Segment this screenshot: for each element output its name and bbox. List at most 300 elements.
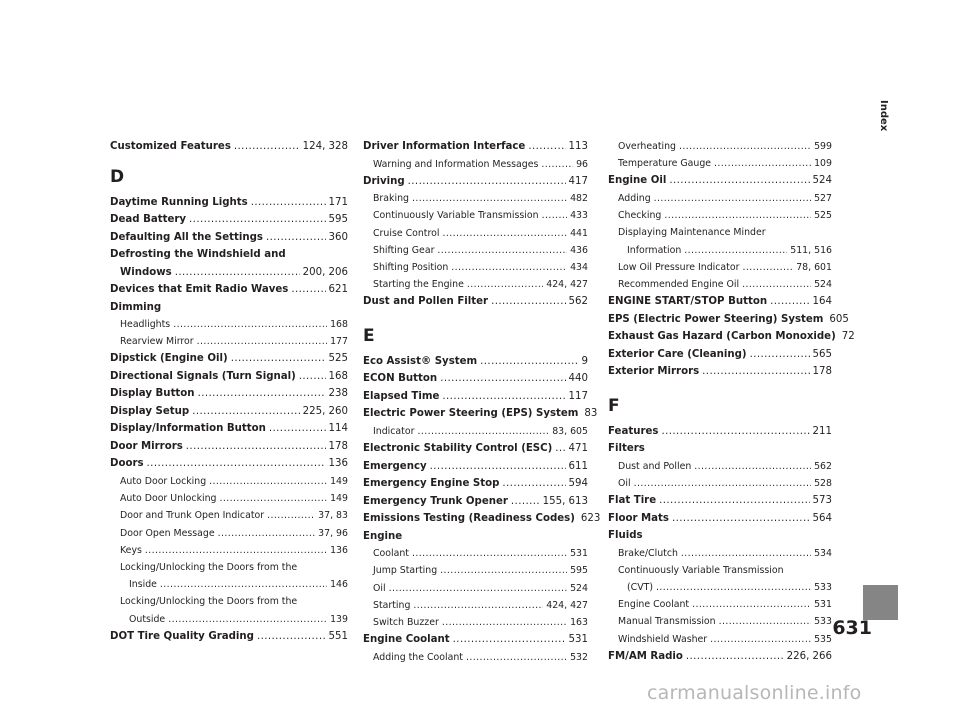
- index-term: Electric Power Steering (EPS) System: [363, 408, 579, 420]
- leader-dots: [679, 138, 811, 155]
- page-reference: 225, 260: [302, 405, 348, 417]
- index-leader-line: [618, 545, 832, 562]
- index-term: Starting the Engine: [373, 279, 464, 291]
- index-leader-line: [608, 510, 832, 528]
- index-entry: [608, 510, 832, 528]
- index-term: Starting: [373, 599, 411, 611]
- index-term-first: Defrosting the Windshield and: [110, 249, 286, 260]
- page-reference: 482: [570, 193, 588, 205]
- index-leader-line: [618, 207, 832, 224]
- index-leader-line: [618, 613, 832, 630]
- page-reference: 525: [328, 353, 348, 365]
- leader-dots: [451, 259, 567, 276]
- index-leader-line: [363, 493, 588, 511]
- index-leader-line: [120, 525, 348, 542]
- index-term: Fluids: [608, 530, 643, 542]
- index-leader-line: [363, 370, 588, 388]
- section-letter: D: [110, 166, 125, 187]
- leader-dots: [417, 423, 549, 440]
- index-leader-line: [608, 423, 832, 441]
- page-reference: 168: [330, 319, 348, 330]
- index-term: Rearview Mirror: [120, 336, 194, 348]
- page-reference: 360: [328, 231, 348, 243]
- leader-dots: [218, 525, 316, 542]
- page-reference: 595: [570, 565, 588, 577]
- leader-dots: [442, 614, 567, 631]
- leader-dots: [145, 542, 327, 559]
- page-reference: 533: [814, 616, 832, 628]
- leader-dots: [266, 229, 326, 247]
- index-subentry: [363, 156, 588, 173]
- index-term: Shifting Gear: [373, 244, 435, 256]
- index-entry: [110, 455, 348, 473]
- index-term: DOT Tire Quality Grading: [110, 630, 254, 642]
- index-term: Coolant: [373, 548, 409, 560]
- index-entry: [110, 628, 348, 646]
- index-term-line: [110, 246, 348, 264]
- index-leader-line: [110, 211, 348, 229]
- leader-dots: [480, 353, 578, 371]
- index-subentry: [110, 473, 348, 490]
- page-reference: 528: [814, 477, 832, 489]
- index-term: Adding: [618, 192, 651, 204]
- index-leader-line: [373, 423, 588, 440]
- index-term: Information: [627, 244, 682, 256]
- index-subentry: [608, 276, 832, 293]
- page-reference: 524: [570, 582, 588, 594]
- leader-dots: [654, 190, 811, 207]
- index-term: Display/Information Button: [110, 423, 266, 435]
- page-reference: 527: [814, 192, 832, 204]
- index-term: Driving: [363, 175, 405, 187]
- page-reference: 136: [330, 544, 348, 556]
- index-term: Daytime Running Lights: [110, 196, 248, 208]
- page-reference: 417: [568, 175, 588, 187]
- index-leader-line: [373, 580, 588, 597]
- index-entry: [363, 510, 601, 528]
- page-reference: 595: [328, 214, 348, 225]
- index-column-2: [363, 138, 601, 666]
- leader-dots: [173, 316, 327, 333]
- index-term: Door Open Message: [120, 527, 215, 539]
- index-entry: [608, 311, 849, 329]
- index-entry: [363, 440, 588, 458]
- page-reference: 471: [568, 443, 588, 455]
- leader-dots: [672, 510, 810, 528]
- page-reference: 238: [328, 388, 348, 400]
- index-leader-line: [373, 276, 588, 293]
- index-subentry: [608, 224, 832, 258]
- page-reference: 434: [570, 262, 588, 274]
- index-subentry: [363, 562, 588, 579]
- index-term-line: [120, 559, 348, 576]
- index-term: Dust and Pollen: [618, 460, 692, 472]
- index-leader-line: [608, 346, 832, 364]
- leader-dots: [528, 138, 565, 156]
- index-term-first: Displaying Maintenance Minder: [618, 227, 766, 239]
- index-term: Brake/Clutch: [618, 547, 678, 559]
- index-entry: [363, 293, 588, 311]
- leader-dots: [710, 631, 811, 648]
- index-term: Keys: [120, 544, 142, 556]
- index-term: Checking: [618, 210, 662, 222]
- index-term: Windshield Washer: [618, 633, 708, 645]
- index-term: Oil: [618, 477, 631, 489]
- index-leader-line: [110, 403, 348, 421]
- index-term: Low Oil Pressure Indicator: [618, 261, 740, 273]
- index-subentry: [608, 613, 832, 630]
- index-term: Doors: [110, 458, 144, 470]
- index-term: Exterior Mirrors: [608, 366, 700, 378]
- leader-dots: [299, 368, 326, 386]
- index-leader-line: [373, 597, 588, 614]
- index-entry: [363, 631, 588, 649]
- leader-dots: [442, 388, 565, 406]
- page-reference: 599: [814, 141, 832, 152]
- index-entry: [608, 328, 855, 346]
- index-subentry: [110, 559, 348, 593]
- index-term: Devices that Emit Radio Waves: [110, 284, 289, 295]
- page-reference: 565: [812, 348, 832, 360]
- index-term: Inside: [129, 579, 157, 591]
- leader-dots: [267, 507, 315, 524]
- index-term: Display Button: [110, 388, 195, 400]
- index-term: Engine: [363, 530, 403, 542]
- leader-dots: [269, 420, 326, 438]
- index-leader-line: [110, 138, 348, 156]
- index-term-line: [618, 224, 832, 241]
- page-reference: 611: [568, 460, 588, 472]
- page-reference: 623: [580, 513, 601, 525]
- index-term: Display Setup: [110, 405, 190, 417]
- page-reference: 562: [814, 460, 832, 472]
- index-term: Shifting Position: [373, 262, 449, 274]
- index-leader-line: [120, 316, 348, 333]
- index-term: Auto Door Unlocking: [120, 493, 217, 505]
- leader-dots: [694, 458, 811, 475]
- index-leader-line: [110, 368, 348, 386]
- index-leader-line: [363, 458, 588, 476]
- page-reference: 168: [328, 370, 348, 382]
- index-leader-line: [120, 576, 348, 593]
- index-leader-line: [363, 510, 601, 528]
- page-reference: 139: [330, 613, 348, 625]
- index-leader-line: [373, 207, 588, 224]
- page-reference: 594: [568, 478, 588, 490]
- index-term: Flat Tire: [608, 495, 657, 507]
- index-entry: [608, 440, 832, 458]
- index-subentry: [110, 507, 348, 524]
- index-leader-line: [120, 473, 348, 490]
- index-entry: [608, 293, 832, 311]
- index-term: Door and Trunk Open Indicator: [120, 510, 265, 522]
- leader-dots: [656, 579, 811, 596]
- index-entry: [110, 281, 348, 299]
- index-leader-line: [618, 259, 832, 276]
- index-term: Defaulting All the Settings: [110, 231, 263, 243]
- index-term: Features: [608, 425, 659, 437]
- index-leader-line: [608, 328, 855, 346]
- index-term: Outside: [129, 613, 166, 625]
- page-reference: 78, 601: [796, 261, 832, 273]
- index-subentry: [608, 631, 832, 648]
- index-entry: [110, 246, 348, 281]
- index-leader-line: [373, 545, 588, 562]
- index-subentry: [608, 138, 832, 155]
- leader-dots: [664, 207, 811, 224]
- page-reference: 113: [568, 141, 588, 152]
- index-term: Dimming: [110, 301, 162, 313]
- leader-dots: [742, 276, 811, 293]
- leader-dots: [175, 264, 300, 282]
- index-term: Exhaust Gas Hazard (Carbon Monoxide): [608, 331, 836, 343]
- page-reference: 177: [330, 336, 348, 348]
- index-entry: [110, 385, 348, 403]
- page-reference: 155, 613: [542, 495, 588, 507]
- index-term: Eco Assist® System: [363, 355, 478, 367]
- index-term: EPS (Electric Power Steering) System: [608, 313, 824, 325]
- section-letter: E: [363, 325, 375, 346]
- leader-dots: [681, 545, 811, 562]
- index-term: Cruise Control: [373, 227, 440, 239]
- index-subentry: [363, 597, 588, 614]
- index-leader-line: [618, 579, 832, 596]
- index-leader-line: [110, 281, 348, 299]
- index-subentry: [608, 596, 832, 613]
- index-leader-line: [618, 631, 832, 648]
- index-leader-line: [373, 225, 588, 242]
- index-leader-line: [363, 293, 588, 311]
- index-leader-line: [363, 353, 588, 371]
- index-leader-line: [373, 190, 588, 207]
- page-reference: 535: [814, 633, 832, 645]
- page-reference: 226, 266: [786, 650, 832, 662]
- index-entry: [363, 138, 588, 156]
- index-leader-line: [608, 311, 849, 329]
- index-leader-line: [363, 138, 588, 156]
- leader-dots: [147, 455, 326, 473]
- index-entry: [363, 173, 588, 191]
- page-reference: 149: [330, 493, 348, 505]
- leader-dots: [437, 242, 567, 259]
- index-subentry: [110, 316, 348, 333]
- page-reference: 164: [812, 296, 832, 308]
- leader-dots: [542, 207, 568, 224]
- index-subentry: [363, 190, 588, 207]
- page-reference: 532: [570, 651, 588, 663]
- leader-dots: [389, 580, 568, 597]
- index-entry: [110, 299, 348, 317]
- index-subentry: [608, 207, 832, 224]
- leader-dots: [234, 138, 300, 156]
- index-term: Emissions Testing (Readiness Codes): [363, 513, 575, 525]
- index-leader-line: [608, 363, 832, 381]
- index-term: Manual Transmission: [618, 616, 716, 628]
- leader-dots: [750, 346, 810, 364]
- leader-dots: [634, 475, 812, 492]
- page-reference: 573: [812, 495, 832, 507]
- leader-dots: [192, 403, 299, 421]
- index-term-line: [120, 593, 348, 610]
- index-entry: [608, 346, 832, 364]
- leader-dots: [430, 458, 566, 476]
- index-leader-line: [608, 172, 832, 190]
- index-entry: [110, 229, 348, 247]
- leader-dots: [742, 259, 793, 276]
- index-entry: [110, 368, 348, 386]
- leader-dots: [541, 156, 573, 173]
- leader-dots: [442, 225, 567, 242]
- index-leader-line: [608, 293, 832, 311]
- page-reference: 146: [330, 579, 348, 591]
- index-term: FM/AM Radio: [608, 650, 683, 662]
- leader-dots: [770, 293, 809, 311]
- leader-dots: [467, 276, 543, 293]
- index-leader-line: [363, 475, 588, 493]
- leader-dots: [702, 363, 809, 381]
- index-term: Braking: [373, 193, 409, 205]
- page-number: 631: [832, 617, 872, 639]
- page-reference: 163: [570, 616, 588, 628]
- page-reference: 37, 96: [318, 527, 348, 539]
- index-entry: [608, 423, 832, 441]
- index-leader-line: [110, 264, 348, 282]
- page-reference: 524: [814, 278, 832, 290]
- index-leader-line: [363, 440, 588, 458]
- page-reference: 564: [812, 512, 832, 524]
- index-subentry: [110, 333, 348, 350]
- index-entry: [110, 211, 348, 229]
- index-term: Driver Information Interface: [363, 141, 526, 152]
- index-leader-line: [618, 138, 832, 155]
- index-leader-line: [363, 173, 588, 191]
- index-leader-line: [110, 438, 348, 456]
- index-subentry: [608, 458, 832, 475]
- index-leader-line: [608, 492, 832, 510]
- index-term: Electronic Stability Control (ESC): [363, 443, 553, 455]
- index-entry: [608, 172, 832, 190]
- leader-dots: [440, 562, 567, 579]
- index-entry: [608, 527, 832, 545]
- page-reference: 531: [570, 548, 588, 560]
- leader-dots: [412, 545, 567, 562]
- index-entry: [110, 420, 348, 438]
- index-leader-line: [373, 649, 588, 666]
- leader-dots: [257, 628, 326, 646]
- leader-dots: [231, 350, 326, 368]
- index-term: Jump Starting: [373, 565, 438, 577]
- index-term: Dipstick (Engine Oil): [110, 353, 228, 365]
- index-term-first: Locking/Unlocking the Doors from the: [120, 561, 298, 573]
- index-subentry: [110, 525, 348, 542]
- index-term: Emergency: [363, 460, 427, 472]
- index-leader-line: [618, 458, 832, 475]
- page-reference: 83: [584, 408, 598, 420]
- index-column-1: [110, 138, 348, 645]
- leader-dots: [220, 490, 328, 507]
- index-entry: [110, 350, 348, 368]
- page-reference: 562: [568, 296, 588, 308]
- index-entry: [363, 370, 588, 388]
- index-leader-line: [608, 648, 832, 666]
- leader-dots: [189, 211, 326, 229]
- index-leader-line: [618, 242, 832, 259]
- leader-dots: [160, 576, 327, 593]
- page-reference: 124, 328: [302, 141, 348, 152]
- index-leader-line: [110, 229, 348, 247]
- index-term: ECON Button: [363, 373, 438, 385]
- index-side-tab: [863, 0, 898, 585]
- index-entry: [110, 403, 348, 421]
- page-reference: 433: [570, 210, 588, 222]
- leader-dots: [291, 281, 325, 299]
- index-leader-line: [363, 631, 588, 649]
- leader-dots: [659, 492, 809, 510]
- page-reference: 424, 427: [546, 279, 588, 291]
- index-entry: [363, 528, 588, 546]
- page-reference: 37, 83: [318, 510, 348, 522]
- index-leader-line: [373, 562, 588, 579]
- leader-dots: [669, 172, 809, 190]
- index-subentry: [363, 259, 588, 276]
- index-term: Door Mirrors: [110, 440, 183, 452]
- index-leader-line: [373, 259, 588, 276]
- index-term: Floor Mats: [608, 512, 669, 524]
- index-subentry: [363, 614, 588, 631]
- index-leader-line: [373, 242, 588, 259]
- index-leader-line: [110, 194, 348, 212]
- index-entry: [110, 438, 348, 456]
- watermark: carmanualsonline.info: [647, 682, 862, 704]
- page-reference: 551: [328, 630, 348, 642]
- index-leader-line: [618, 155, 832, 172]
- page-reference: 424, 427: [546, 599, 588, 611]
- index-term: Switch Buzzer: [373, 616, 439, 628]
- index-term: Auto Door Locking: [120, 475, 207, 487]
- index-subentry: [110, 542, 348, 559]
- leader-dots: [686, 648, 784, 666]
- page-reference: 436: [570, 244, 588, 256]
- index-term: Adding the Coolant: [373, 651, 463, 663]
- page-reference: 511, 516: [790, 244, 832, 256]
- leader-dots: [408, 173, 566, 191]
- index-entry: [363, 475, 588, 493]
- leader-dots: [719, 613, 811, 630]
- index-entry: [608, 363, 832, 381]
- index-leader-line: [618, 475, 832, 492]
- page-reference: 440: [568, 373, 588, 385]
- page-reference: 109: [814, 158, 832, 170]
- index-heading-line: [110, 299, 348, 317]
- leader-dots: [453, 631, 566, 649]
- index-subentry: [363, 580, 588, 597]
- index-leader-line: [373, 156, 588, 173]
- leader-dots: [197, 333, 327, 350]
- index-term: Emergency Trunk Opener: [363, 495, 508, 507]
- index-term-first: Continuously Variable Transmission: [618, 564, 784, 576]
- index-subentry: [608, 190, 832, 207]
- index-term: Oil: [373, 582, 386, 594]
- index-term: Continuously Variable Transmission: [373, 210, 539, 222]
- index-subentry: [608, 155, 832, 172]
- leader-dots: [692, 596, 811, 613]
- index-entry: [110, 194, 348, 212]
- page-reference: 83, 605: [552, 425, 588, 437]
- page-reference: 136: [328, 458, 348, 470]
- page-reference: 531: [568, 634, 588, 646]
- index-term-line: [618, 562, 832, 579]
- index-term: Headlights: [120, 319, 171, 330]
